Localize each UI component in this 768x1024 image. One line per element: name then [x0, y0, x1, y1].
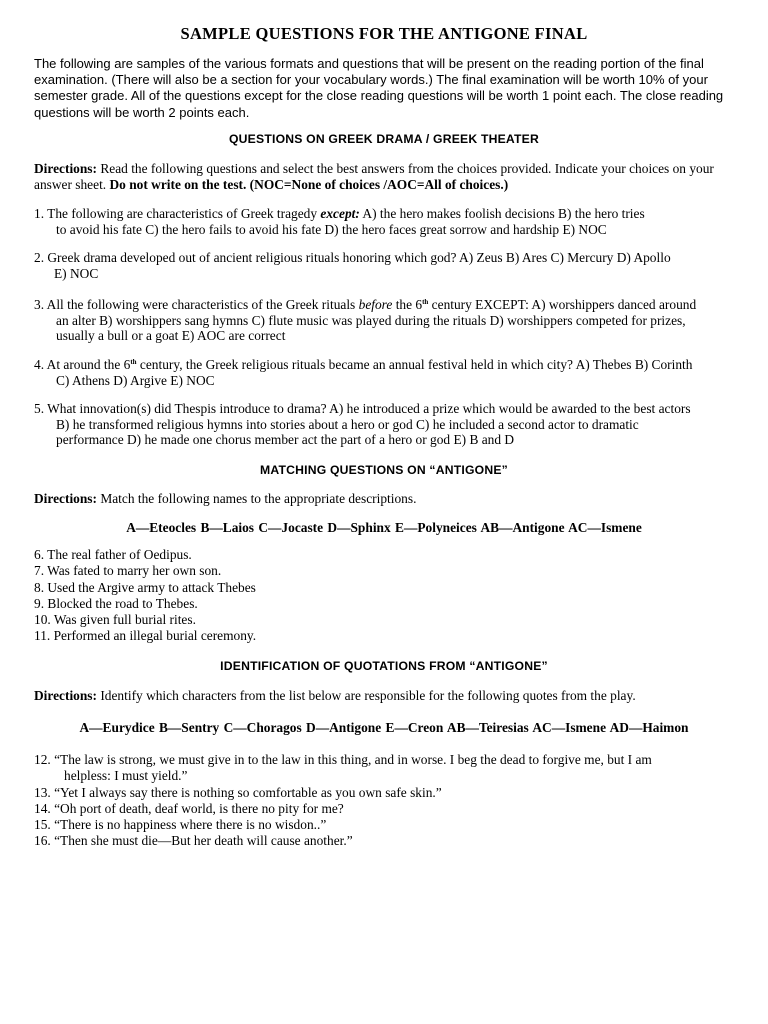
page-title: SAMPLE QUESTIONS FOR THE ANTIGONE FINAL: [180, 24, 588, 43]
list-item: 12. “The law is strong, we must give in to the law in this thing, and in worse. I beg the dead to forgive me, but I am: [34, 752, 652, 767]
question-3-superscript: th: [422, 298, 429, 306]
intro-paragraph: The following are samples of the various formats and questions that will be present on the reading portion of the final examination. (There will also be a section for your vocabulary words.) The final examination will be worth 10% of your semester grade. All of the questions except for the close reading questions will be worth 1 point each. The close reading questions will be worth 2 points each.: [34, 56, 724, 120]
question-3-line-3: usually a bull or a goat E) AOC are correct: [56, 328, 286, 343]
list-item: 15. “There is no happiness where there is no wisdon..”: [34, 817, 327, 833]
list-item: 16. “Then she must die—But her death will cause another.”: [34, 833, 353, 849]
question-4-text-a: 4. At around the 6: [34, 357, 131, 372]
directions-greek-drama: [34, 161, 734, 192]
directions-text: Read the following questions and select the best answers from the choices provided. Indicate your choices on your answer sheet.: [34, 161, 714, 192]
directions-text: Match the following names to the appropriate descriptions.: [96, 491, 417, 506]
question-4: [34, 355, 734, 388]
question-1-except: except:: [320, 206, 360, 221]
directions-label: Directions:: [34, 161, 97, 176]
list-item: 9. Blocked the road to Thebes.: [34, 595, 198, 611]
list-item: 11. Performed an illegal burial ceremony.: [34, 628, 257, 644]
question-5-line-1: 5. What innovation(s) did Thespis introduce to drama? A) he introduced a prize which would be awarded to the best actors: [34, 401, 691, 416]
question-3: [34, 295, 734, 344]
question-3-before: before: [358, 297, 393, 312]
section-heading-matching: MATCHING QUESTIONS ON “ANTIGONE”: [260, 463, 508, 477]
section-heading-quotations: IDENTIFICATION OF QUOTATIONS FROM “ANTIGONE”: [220, 659, 548, 673]
question-5-line-3: performance D) he made one chorus member act the part of a hero or god E) B and D: [56, 432, 515, 447]
question-3-line-1: [34, 295, 734, 313]
directions-warning: Do not write on the test. (NOC=None of choices /AOC=All of choices.): [109, 176, 509, 192]
directions-quotations: [34, 688, 734, 704]
question-3-text-b: the 6: [392, 297, 423, 312]
question-3-text-c: century EXCEPT: A) worshippers danced around: [428, 297, 697, 312]
list-item-continuation: helpless: I must yield.”: [64, 768, 188, 784]
quotation-choices: A—Eurydice B—Sentry C—Choragos D—Antigone E—Creon AB—Teiresias AC—Ismene AD—Haimon: [79, 720, 689, 735]
list-item: 6. The real father of Oedipus.: [34, 547, 192, 562]
list-item: 8. Used the Argive army to attack Thebes: [34, 579, 256, 595]
question-4-line-1: [34, 355, 734, 373]
list-item: 13. “Yet I always say there is nothing so comfortable as you own safe skin.”: [34, 784, 442, 800]
list-item: 14. “Oh port of death, deaf world, is there no pity for me?: [34, 800, 344, 816]
directions-text: Identify which characters from the list below are responsible for the following quotes from the play.: [96, 688, 636, 703]
quotation-items-list: [34, 752, 734, 850]
question-4-superscript: th: [130, 358, 137, 366]
question-1-line-1: [34, 206, 734, 222]
question-4-line-2: C) Athens D) Argive E) NOC: [56, 372, 215, 388]
question-5-line-2: B) he transformed religious hymns into stories about a hero or god C) he included a second actor to dramatic: [56, 416, 639, 432]
question-3-line-2: an alter B) worshippers sang hymns C) flute music was played during the rituals D) worshippers competed for prizes,: [56, 312, 686, 328]
question-1: [34, 206, 734, 237]
question-1-line-2: to avoid his fate C) the hero fails to avoid his fate D) the hero faces great sorrow and hardship E) NOC: [56, 221, 607, 237]
question-3-text-a: 3. All the following were characteristics of the Greek rituals: [34, 297, 359, 312]
matching-choices: A—Eteocles B—Laios C—Jocaste D—Sphinx E—Polyneices AB—Antigone AC—Ismene: [126, 520, 642, 535]
matching-items-list: [34, 547, 734, 645]
question-2-line-1: 2. Greek drama developed out of ancient religious rituals honoring which god? A) Zeus B) Ares C) Mercury D) Apollo: [34, 250, 671, 265]
question-1-text-a: 1. The following are characteristics of Greek tragedy: [34, 206, 321, 221]
question-5: [34, 401, 734, 448]
question-1-text-b: A) the hero makes foolish decisions B) the hero tries: [359, 206, 645, 221]
section-heading-greek-drama: QUESTIONS ON GREEK DRAMA / GREEK THEATER: [229, 132, 539, 146]
list-item: 7. Was fated to marry her own son.: [34, 563, 222, 579]
directions-label: Directions:: [34, 491, 97, 506]
list-item: 10. Was given full burial rites.: [34, 612, 196, 628]
question-4-text-b: century, the Greek religious rituals became an annual festival held in which city? A) Thebes B) Corinth: [136, 357, 693, 372]
directions-label: Directions:: [34, 688, 97, 703]
directions-matching: [34, 491, 734, 507]
question-2: [34, 250, 734, 281]
question-2-line-2: E) NOC: [54, 265, 99, 281]
